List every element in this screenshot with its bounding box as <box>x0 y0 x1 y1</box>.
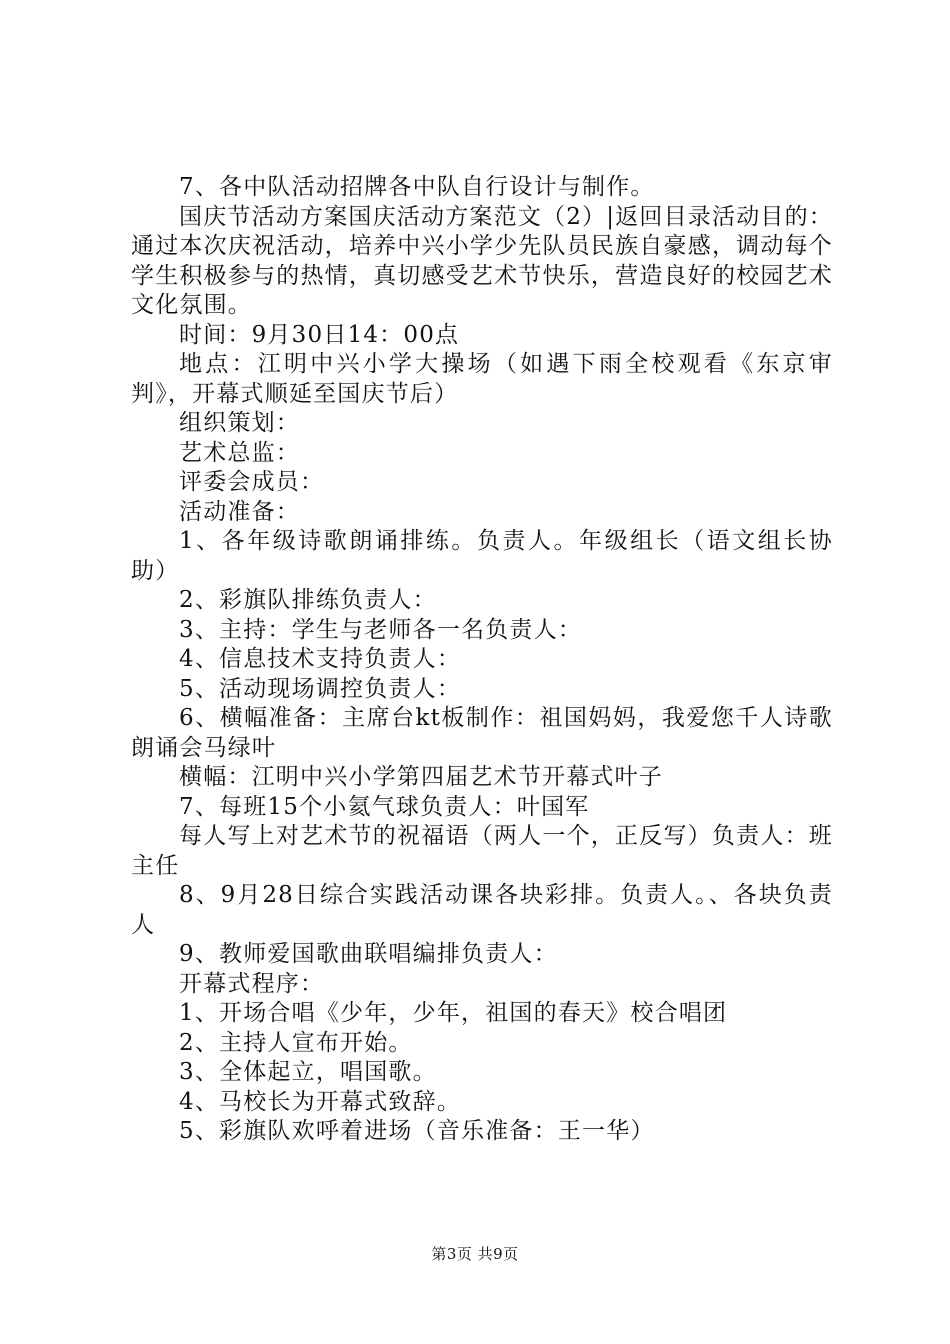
paragraph: 4、信息技术支持负责人： <box>179 646 462 672</box>
paragraph: 评委会成员： <box>179 469 325 495</box>
paragraph: 开幕式程序： <box>179 970 325 997</box>
paragraph: 横幅：江明中兴小学第四届艺术节开幕式叶子 <box>179 764 663 790</box>
document-body <box>131 173 833 1147</box>
paragraph: 时间：9月30日14：00点 <box>179 321 460 348</box>
paragraph: 3、主持：学生与老师各一名负责人： <box>179 616 583 643</box>
paragraph: 地点：江明中兴小学大操场（如遇下雨全校观看《东京审判》，开幕式顺延至国庆节后） <box>131 351 833 407</box>
paragraph: 1、开场合唱《少年，少年，祖国的春天》校合唱团 <box>179 1000 728 1026</box>
paragraph: 组织策划： <box>179 410 300 436</box>
paragraph: 7、各中队活动招牌各中队自行设计与制作。 <box>179 174 655 200</box>
paragraph: 每人写上对艺术节的祝福语（两人一个，正反写）负责人：班主任 <box>131 823 833 879</box>
paragraph: 6、横幅准备：主席台kt板制作：祖国妈妈，我爱您千人诗歌朗诵会马绿叶 <box>131 705 833 761</box>
paragraph: 活动准备： <box>179 498 300 525</box>
paragraph: 3、全体起立，唱国歌。 <box>179 1059 437 1085</box>
paragraph: 1、各年级诗歌朗诵排练。负责人。年级组长（语文组长协助） <box>131 528 833 584</box>
paragraph: 2、彩旗队排练负责人： <box>179 587 437 613</box>
paragraph: 8、9月28日综合实践活动课各块彩排。负责人。、各块负责人 <box>131 882 833 938</box>
page-number-footer: 第3页 共9页 <box>431 1245 519 1263</box>
paragraph: 4、马校长为开幕式致辞。 <box>179 1088 462 1115</box>
paragraph: 国庆节活动方案国庆活动方案范文（2）|返回目录活动目的：通过本次庆祝活动，培养中兴小学少先队员民族自豪感，调动每个学生积极参与的热情，真切感受艺术节快乐，营造良好的校园艺术文化氛围。 <box>131 203 833 318</box>
paragraph: 7、每班15个小氦气球负责人：叶国军 <box>179 793 590 820</box>
paragraph: 2、主持人宣布开始。 <box>179 1029 413 1056</box>
paragraph: 9、教师爱国歌曲联唱编排负责人： <box>179 941 558 967</box>
paragraph: 5、活动现场调控负责人： <box>179 675 462 702</box>
paragraph: 5、彩旗队欢呼着进场（音乐准备：王一华） <box>179 1118 655 1144</box>
paragraph: 艺术总监： <box>179 439 300 466</box>
